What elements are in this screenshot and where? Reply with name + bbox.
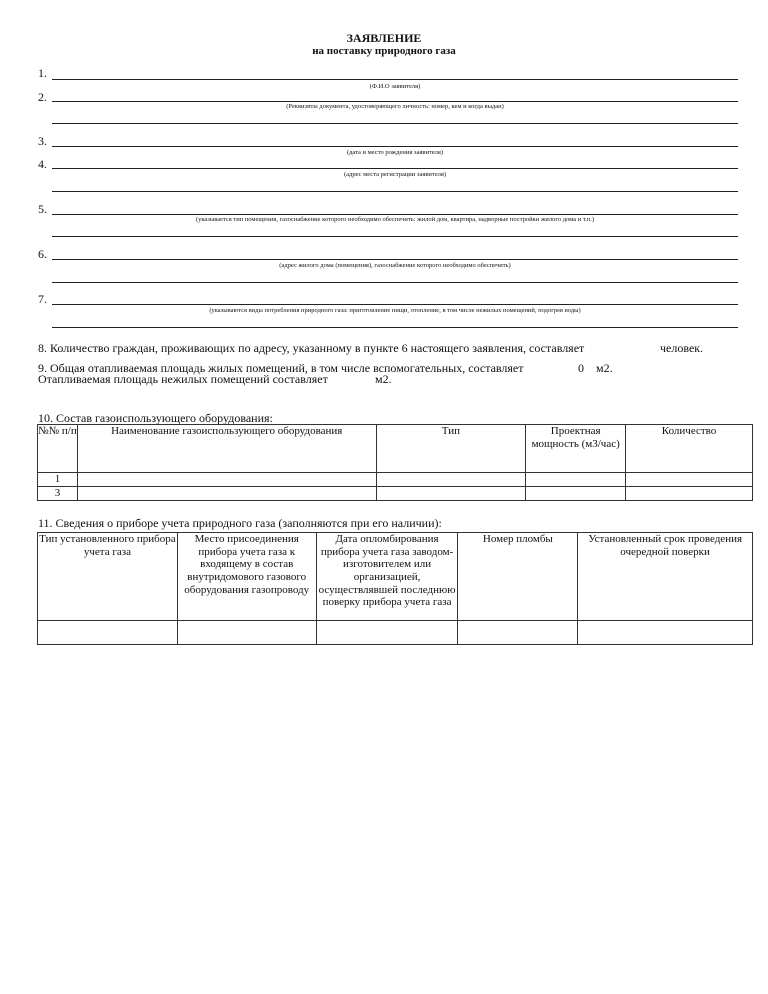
- form-subtitle: на поставку природного газа: [312, 45, 456, 57]
- item-9-unit-2: м2.: [375, 372, 392, 386]
- table-10-row-1-power[interactable]: [526, 473, 626, 487]
- table-10-row-1-num: 1: [38, 473, 78, 487]
- item-3-line[interactable]: [52, 146, 738, 147]
- item-6-caption: (адрес жилого дома (помещения), газоснабжение которого необходимо обеспечить): [279, 262, 511, 269]
- item-2-number: 2.: [38, 90, 47, 104]
- item-5-number: 5.: [38, 202, 47, 216]
- item-2-line-extra[interactable]: [52, 123, 738, 124]
- table-10-row-1-name[interactable]: [77, 473, 376, 487]
- table-10-row-2-type[interactable]: [376, 487, 526, 501]
- table-row: [38, 621, 753, 645]
- table-10-header-row: [38, 425, 753, 473]
- equipment-table: [37, 424, 753, 501]
- item-6-line-extra[interactable]: [52, 282, 738, 283]
- item-3-caption: (дата и место рождения заявителя): [346, 149, 444, 156]
- table-11-title: 11. Сведения о приборе учета природного газа (заполняются при его наличии):: [38, 516, 442, 530]
- item-7-line-extra[interactable]: [52, 327, 738, 328]
- table-11-row-1-seal-number[interactable]: [458, 621, 578, 645]
- item-4-number: 4.: [38, 157, 47, 171]
- table-11-header-seal-number: Номер пломбы: [458, 533, 578, 621]
- table-11-header-seal-date: Дата опломбирования прибора учета газа заводом-изготовителем или организацией, осуществлявшей последнюю поверку прибора учета газа: [316, 533, 458, 621]
- table-10-row-1-quantity[interactable]: [626, 473, 753, 487]
- table-row: [38, 487, 753, 501]
- table-10-header-quantity: Количество: [626, 425, 753, 473]
- item-5-line-extra[interactable]: [52, 236, 738, 237]
- table-11-header-connection: Место присоединения прибора учета газа к входящему в состав внутридомового газового оборудования газопроводу: [177, 533, 316, 621]
- item-3-number: 3.: [38, 134, 47, 148]
- table-11-header-type: Тип установленного прибора учета газа: [38, 533, 178, 621]
- table-11-row-1-verification[interactable]: [578, 621, 753, 645]
- table-10-row-2-name[interactable]: [77, 487, 376, 501]
- item-1-line[interactable]: [52, 79, 738, 80]
- table-10-header-num: №№ п/п: [38, 425, 78, 473]
- table-10-header-type: Тип: [376, 425, 526, 473]
- table-10-title: 10. Состав газоиспользующего оборудования:: [38, 411, 273, 425]
- item-6-number: 6.: [38, 247, 47, 261]
- item-8-unit: человек.: [660, 341, 704, 355]
- table-11-row-1-type[interactable]: [38, 621, 178, 645]
- item-7-number: 7.: [38, 292, 47, 306]
- item-9-text: 9. Общая отапливаемая площадь жилых помещений, в том числе вспомогательных, составляет: [38, 361, 524, 375]
- meter-table: [37, 532, 753, 645]
- table-11-row-1-seal-date[interactable]: [316, 621, 458, 645]
- item-2-caption: (Реквизиты документа, удостоверяющего личность: номер, кем и когда выдан): [286, 103, 504, 110]
- item-5-line[interactable]: [52, 214, 738, 215]
- table-10-row-2-power[interactable]: [526, 487, 626, 501]
- item-1-number: 1.: [38, 66, 47, 80]
- item-4-line-extra[interactable]: [52, 191, 738, 192]
- table-11-row-1-connection[interactable]: [177, 621, 316, 645]
- item-9-text-2: Отапливаемая площадь нежилых помещений составляет: [38, 372, 328, 386]
- item-2-line[interactable]: [52, 101, 738, 102]
- item-6-line[interactable]: [52, 259, 738, 260]
- item-5-caption: (указывается тип помещения, газоснабжение которого необходимо обеспечить: жилой дом, квартира, надворные постройки жилого дома и т.п.): [195, 216, 595, 223]
- item-8-text: 8. Количество граждан, проживающих по адресу, указанному в пункте 6 настоящего заявления, составляет: [38, 341, 585, 355]
- item-1-caption: (Ф.И.О заявителя): [369, 83, 421, 90]
- item-4-caption: (адрес места регистрации заявителя): [343, 171, 447, 178]
- item-4-line[interactable]: [52, 168, 738, 169]
- table-10-header-power: Проектная мощность (м3/час): [526, 425, 626, 473]
- table-11-header-verification: Установленный срок проведения очередной поверки: [578, 533, 753, 621]
- table-11-header-row: [38, 533, 753, 621]
- table-10-row-2-num: 3: [38, 487, 78, 501]
- table-10-row-1-type[interactable]: [376, 473, 526, 487]
- table-row: [38, 473, 753, 487]
- item-7-line[interactable]: [52, 304, 738, 305]
- table-10-header-name: Наименование газоиспользующего оборудования: [77, 425, 376, 473]
- item-9-unit: м2.: [596, 361, 613, 375]
- table-10-row-2-quantity[interactable]: [626, 487, 753, 501]
- form-title: ЗАЯВЛЕНИЕ: [346, 31, 422, 45]
- item-7-caption: (указываются виды потребления природного газа: приготовление пищи, отопление, в том числе нежилых помещений, подогрев воды): [209, 307, 581, 314]
- item-9-value[interactable]: 0: [578, 361, 584, 375]
